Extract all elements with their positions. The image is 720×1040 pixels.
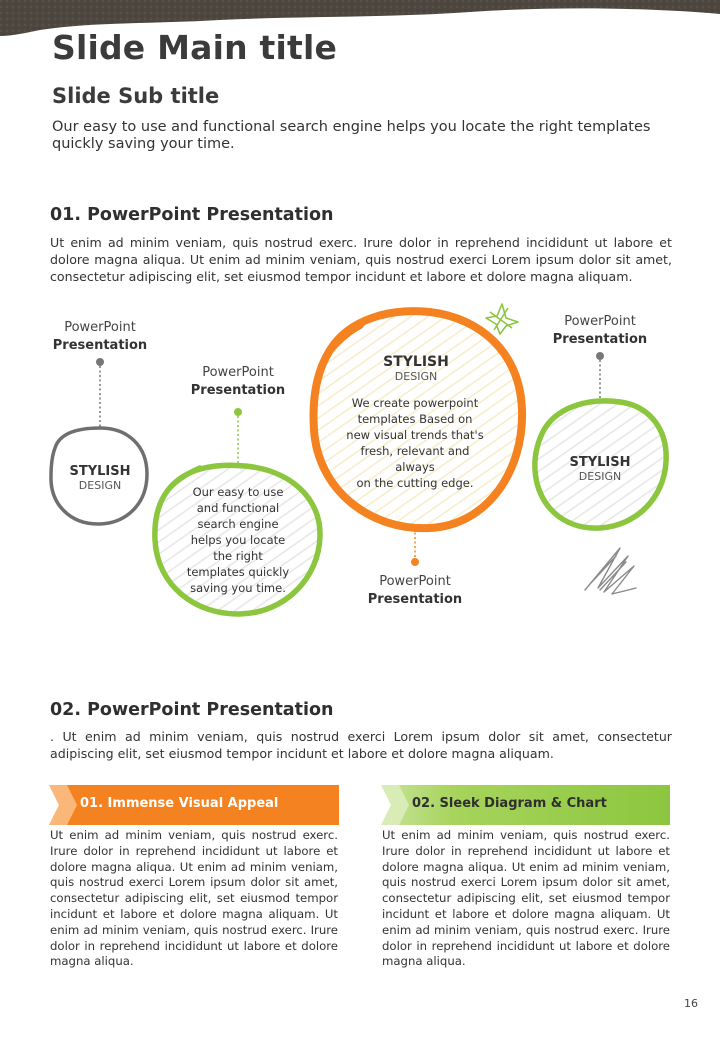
column-1-text: Ut enim ad minim veniam, quis nostrud exerc. Irure dolor in reprehend incididunt ut labore et dolore magna aliqua. Ut enim ad minim veniam, quis nostrud exerci Lorem ipsum dolor sit amet, consectetur adipiscing elit, set eiusmod tempor incidunt et labore et dolore magna aliquam. Ut enim ad minim veniam, quis nostrud exerc. Irure dolor in reprehend incididunt ut labore et dolore magna aliqua. <box>50 828 338 969</box>
connector-4 <box>596 352 604 402</box>
circle-2-text: Our easy to use and functional search engine helps you locate the right templates quickly saving you time. <box>186 485 290 595</box>
section-1-body: Ut enim ad minim veniam, quis nostrud exerc. Irure dolor in reprehend incididunt ut labore et dolore magna aliqua. Ut enim ad minim veniam, quis nostrud exerci Lorem ipsum dolor sit amet, consectetur adipiscing elit, set eiusmod tempor incidunt et labore et dolore magna aliquam. <box>50 235 672 284</box>
circle-3-text: We create powerpoint templates Based on new visual trends that's fresh, relevant and always on the cutting edge. <box>346 396 484 490</box>
page-number: 16 <box>684 997 698 1010</box>
diagram-label-3: PowerPoint Presentation <box>367 574 463 607</box>
diagram-label-1: PowerPoint Presentation <box>52 320 148 353</box>
page-subtitle: Slide Sub title <box>52 84 220 108</box>
section-2-heading: 02. PowerPoint Presentation <box>50 700 334 720</box>
scribble-doodle-icon <box>585 548 636 594</box>
diagram-label-2: PowerPoint Presentation <box>190 365 286 398</box>
connector-1 <box>96 358 104 428</box>
intro-text: Our easy to use and functional search engine helps you locate the right templates quickly saving your time. <box>52 119 651 152</box>
circle-1-text: STYLISH DESIGN <box>69 464 131 492</box>
connector-2 <box>234 408 242 468</box>
section-1-heading: 01. PowerPoint Presentation <box>50 205 334 225</box>
banner-immense-visual-appeal: 01. Immense Visual Appeal <box>49 785 339 825</box>
circle-3-heading: STYLISH DESIGN <box>383 354 449 383</box>
column-2-text: Ut enim ad minim veniam, quis nostrud exerc. Irure dolor in reprehend incididunt ut labore et dolore magna aliqua. Ut enim ad minim veniam, quis nostrud exerci Lorem ipsum dolor sit amet, consectetur adipiscing elit, set eiusmod tempor incidunt et labore et dolore magna aliquam. Ut enim ad minim veniam, quis nostrud exerc. Irure dolor in reprehend incididunt ut labore et dolore magna aliqua. <box>382 828 670 969</box>
diagram-label-4: PowerPoint Presentation <box>552 314 648 347</box>
section-2-body: . Ut enim ad minim veniam, quis nostrud exerci Lorem ipsum dolor sit amet, consectetur adipiscing elit, set eiusmod tempor incidunt et labore et dolore magna aliquam. <box>50 729 672 761</box>
page-title: Slide Main title <box>52 28 338 67</box>
star-doodle-icon <box>486 304 518 334</box>
circle-4-text: STYLISH DESIGN <box>569 455 631 483</box>
connector-3 <box>411 528 419 566</box>
banner-sleek-diagram-chart: 02. Sleek Diagram & Chart <box>381 785 670 825</box>
